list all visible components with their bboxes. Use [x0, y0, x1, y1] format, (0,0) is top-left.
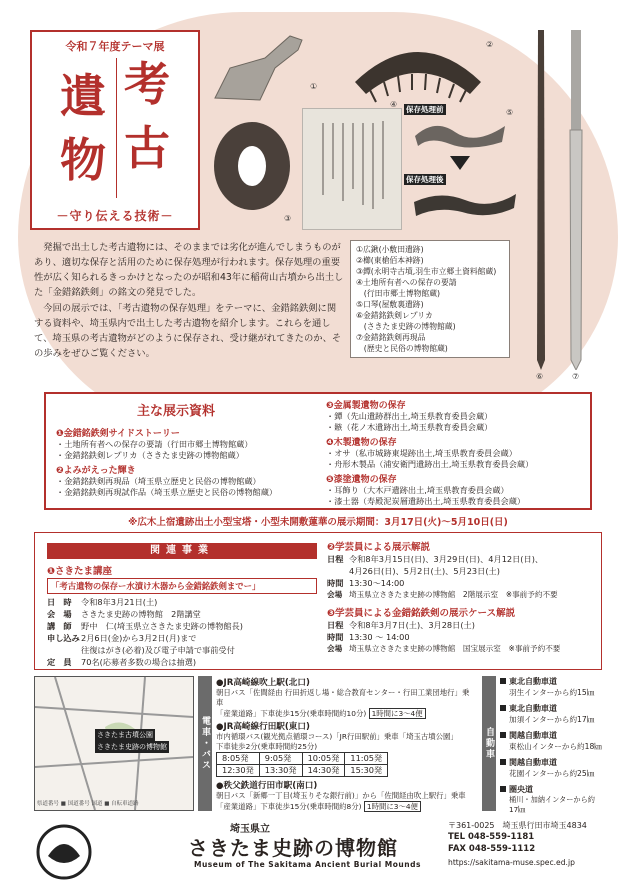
exhibit-group-heading: ❷よみがえった輝き: [56, 466, 136, 476]
photo-number-7: ⑦: [572, 372, 580, 381]
lecture-section: [47, 563, 317, 668]
prefecture-label: 埼玉県立: [230, 824, 270, 835]
row-value: 往復はがき(必着)及び電子申請で事前受付: [81, 645, 235, 655]
access-map: [34, 676, 194, 811]
gallery-talk-heading: ❷学芸員による展示解説: [327, 542, 431, 553]
row-value: 令和8年3月7日(土)、3月28日(土): [349, 620, 475, 630]
photo-number-3: ③: [284, 214, 292, 223]
lecture-row: [47, 620, 317, 632]
exhibit-item: ・金錯銘鉄剣レプリカ（さきたま史跡の博物館蔵）: [56, 450, 244, 460]
timetable-cell: 8:05発: [217, 753, 260, 765]
timetable-cell: 10:05発: [302, 753, 345, 765]
talk-row: [327, 565, 599, 577]
car-heading: 関越自動車道: [500, 757, 602, 768]
exhibit-item: ・土地所有者への保存の要請（行田市郷土博物館蔵）: [56, 439, 253, 449]
events-band: 関連事業: [47, 543, 317, 559]
row-value: 令和8年3月21日(土): [81, 597, 158, 607]
before-label: 保存処理前: [406, 105, 444, 114]
square-icon: [500, 759, 506, 765]
car-line: 加須インターから約17㎞: [509, 715, 595, 724]
legend-item: ④土地所有者への保存の要請: [356, 278, 457, 287]
title-kanji-4: 物: [60, 133, 106, 187]
row-label: 会場: [327, 590, 343, 599]
museum-url-link[interactable]: https://sakitama-muse.spec.ed.jp: [448, 858, 575, 867]
photo-spade: [210, 28, 306, 108]
legend-item: ①広鍬(小敷田遺跡): [356, 245, 424, 254]
row-label: 日程: [327, 554, 344, 564]
timetable-cell: 11:05発: [345, 753, 388, 765]
lecture-row: [47, 656, 317, 668]
legend-item: (さきたま史跡の博物館蔵): [356, 322, 456, 331]
photo-number-5: ⑤: [506, 108, 514, 117]
photo-number-2: ②: [486, 40, 494, 49]
museum-address: 〒361-0025 埼玉県行田市埼玉4834: [448, 821, 587, 830]
row-value: 70名(応募者多数の場合は抽選): [81, 657, 197, 667]
square-icon: [500, 786, 506, 792]
legend-item: ⑥金錯銘鉄剣レプリカ: [356, 311, 433, 320]
title-kanji-1: 考: [124, 57, 170, 111]
museum-name: さきたま史跡の博物館: [188, 836, 398, 860]
lecture-row: [47, 596, 317, 608]
row-label: 時間: [327, 578, 344, 588]
legend-item: ②櫛(東槍佰本神跡): [356, 256, 424, 265]
route-line: 「産業道路」下車徒歩15分(乗車時間約8分) 1時間に3～4便: [216, 801, 476, 812]
row-label: 時間: [327, 632, 344, 642]
lecture-row: [47, 644, 317, 656]
exhibit-item: ・舟形木製品（浦安衛門遺跡出土,埼玉県教育委員会蔵）: [326, 459, 534, 469]
access-section: [34, 676, 602, 814]
route-line: 「産業道路」下車徒歩15分(乗車時間約10分) 1時間に3～4便: [216, 708, 476, 719]
exhibits-box: [44, 392, 592, 510]
title-kanji-2: 古: [124, 121, 170, 175]
timetable-cell: 15:30発: [345, 765, 388, 777]
route-line: 朝日バス「佐間経由 行田折返し場・総合教育センター・行田工業団地行」乗車: [216, 688, 470, 707]
intro-text: [34, 240, 344, 362]
car-line: 花園インターから約25㎞: [509, 769, 595, 778]
timetable-cell: 14:30発: [302, 765, 345, 777]
photo-number-1: ①: [310, 82, 318, 91]
timetable-cell: 13:30発: [259, 765, 302, 777]
route-heading: ●JR高崎線吹上駅(北口): [216, 678, 310, 688]
row-value: 野中 仁(埼玉県立さきたま史跡の博物館長): [81, 621, 243, 631]
photo-document: [302, 108, 402, 230]
row-label: 定 員: [47, 657, 72, 667]
car-line: 東松山インターから約18㎞: [509, 742, 602, 751]
car-band: 自動車: [482, 676, 496, 811]
row-label: 申し込み: [47, 633, 80, 643]
talk-row: [327, 577, 599, 589]
row-label: 会 場: [47, 609, 72, 619]
talk-row: [327, 589, 599, 601]
legend-item: (歴史と民俗の博物館蔵): [356, 344, 448, 353]
related-events-box: [34, 532, 602, 670]
footer: [34, 818, 602, 888]
talk-row: [327, 553, 599, 565]
row-label: 会場: [327, 644, 343, 653]
museum-english-name: Museum of The Sakitama Ancient Burial Mounds: [194, 860, 421, 869]
intro-paragraph-1: 発掘で出土した考古遺物には、そのままでは劣化が進んでしまうものがあり、適切な保存と活用のために保存処理が行われます。保存処理の重要性が広く知られるきっかけとなったのが昭和43年に稲荷山古墳から出土した「金錯銘鉄剣」の銘文の発見でした。: [34, 242, 344, 298]
row-value: 2月6日(金)から3月2日(月)まで: [81, 633, 197, 643]
museum-tel: TEL 048-559-1181: [448, 832, 535, 842]
title-kanji-3: 遺: [60, 69, 106, 123]
gallery-talk-section: [327, 539, 599, 655]
row-value: 13:30 ～ 14:00: [349, 632, 410, 642]
car-route-list: [500, 676, 602, 815]
talk-row: [327, 643, 599, 655]
car-heading: 関越自動車道: [500, 730, 602, 741]
photo-number-6: ⑥: [536, 372, 544, 381]
route-line: 市内循環バス(観光拠点循環コース)「JR行田駅前」乗車「埼玉古墳公園」: [216, 732, 458, 741]
talk-row: [327, 619, 599, 631]
museum-logo-icon: [34, 824, 94, 880]
exhibit-group-heading: ❶金錯銘鉄剣サイドストーリー: [56, 429, 180, 439]
photo-comb: [350, 32, 486, 104]
museum-fax: FAX 048-559-1112: [448, 844, 536, 854]
car-heading: 圏央道: [500, 784, 602, 795]
photo-tsuba: [210, 118, 294, 214]
exhibition-year: 令和７年度テーマ展: [65, 40, 165, 53]
frequency-badge: 1時間に3～4便: [369, 708, 426, 719]
photo-sword-replica: [530, 30, 552, 370]
exhibits-title: 主な展示資料: [136, 404, 215, 419]
after-label: 保存処理後: [406, 175, 444, 184]
row-value: 埼玉県立さきたま史跡の博物館 国宝展示室 ※事前予約不要: [349, 644, 561, 653]
legend-item: ⑤口琴(屋敷裏遺跡): [356, 300, 424, 309]
row-value: 埼玉県立さきたま史跡の博物館 2階展示室 ※事前予約不要: [349, 590, 558, 599]
exhibit-period-note: ※広木上宿遺跡出土小型宝塔・小型未開敷蓮華の展示期間：3月17日(火)～5月10日(日): [128, 517, 508, 528]
exhibits-left-column: [56, 424, 306, 498]
exhibit-item: ・オサ（私市城跡東堤跡出土,埼玉県教育委員会蔵）: [326, 448, 517, 458]
row-value: 4月26日(日)、5月2日(土)、5月23日(土): [349, 566, 500, 576]
route-line: 朝日バス「新郷一丁目(埼玉りそな銀行前)」から「佐間経由吹上駅行」乗車: [216, 791, 466, 800]
talk-row: [327, 631, 599, 643]
case-talk-heading: ❸学芸員による金錯銘鉄剣の展示ケース解説: [327, 608, 516, 619]
car-line: 羽生インターから約15㎞: [509, 688, 595, 697]
exhibition-subtitle: －守り伝える技術－: [56, 209, 174, 223]
frequency-badge: 1時間に3～4便: [364, 801, 421, 812]
intro-paragraph-2: 今回の展示では、「考古遺物の保存処理」をテーマに、金錯銘鉄剣に関する資料や、埼玉県内で出土した考古遺物を紹介します。これらを通して、埼玉県の考古遺物がどのように保存され、受け継がれてきたのか、その歩みをぜひご覧ください。: [34, 303, 342, 359]
exhibits-right-column: [326, 396, 588, 507]
exhibit-item: ・鏃（花ノ木遺跡出土,埼玉県教育委員会蔵）: [326, 422, 493, 432]
exhibit-group-heading: ❸金属製遺物の保存: [326, 401, 406, 411]
artifact-legend: [350, 240, 510, 358]
map-legend: 県道番号 ■ 国道番号 国道 ■ 自転車道路: [37, 801, 139, 807]
timetable-cell: 12:30発: [217, 765, 260, 777]
exhibit-item: ・金錯銘鉄剣再現品（埼玉県立歴史と民俗の博物館蔵）: [56, 476, 261, 486]
exhibit-group-heading: ❺漆塗遺物の保存: [326, 475, 397, 485]
car-heading: 東北自動車道: [500, 703, 602, 714]
map-museum-label: さきたま史跡の博物館: [97, 743, 167, 751]
route-heading: ●JR高崎線行田駅(東口): [216, 722, 310, 732]
bus-timetable: [216, 752, 388, 777]
legend-item: (行田市郷土博物館蔵): [356, 289, 441, 298]
lecture-heading: ❶さきたま講座: [47, 566, 113, 577]
map-park-label: さきたま古墳公園: [97, 731, 153, 739]
square-icon: [500, 705, 506, 711]
square-icon: [500, 678, 506, 684]
exhibit-item: ・金錯銘鉄剣再現試作品（埼玉県立歴史と民俗の博物館蔵）: [56, 487, 278, 497]
photo-number-4: ④: [390, 100, 398, 109]
exhibit-group-heading: ❹木製遺物の保存: [326, 438, 397, 448]
train-bus-band: 電車・バス: [198, 676, 212, 811]
arrow-down-icon: [450, 156, 470, 170]
square-icon: [500, 732, 506, 738]
row-value: 令和8年3月15日(日)、3月29日(日)、4月12日(日)、: [349, 554, 544, 564]
title-divider: [116, 58, 117, 198]
row-label: 講 師: [47, 621, 72, 631]
photo-harp-after: [410, 186, 520, 222]
title-box: [30, 30, 200, 230]
lecture-title: 「考古遺物の保存ー水漬け木器から金錯銘鉄剣までー」: [47, 578, 317, 594]
row-value: さきたま史跡の博物館 2階講堂: [81, 609, 201, 619]
row-label: 日 時: [47, 597, 72, 607]
lecture-row: [47, 632, 317, 644]
lecture-row: [47, 608, 317, 620]
legend-item: ③鐔(永明寺古墳,羽生市立郷土資料館蔵): [356, 267, 497, 276]
car-line: 桶川・加納インターから約17㎞: [509, 795, 595, 814]
route-list: [216, 676, 476, 812]
legend-item: ⑦金錯銘鉄剣再現品: [356, 333, 426, 342]
route-heading: ●秩父鉄道行田市駅(南口): [216, 781, 318, 791]
exhibit-item: ・鐔（先山遺跡群出土,埼玉県教育委員会蔵）: [326, 411, 493, 421]
car-heading: 東北自動車道: [500, 676, 602, 687]
row-value: 13:30～14:00: [349, 578, 405, 588]
exhibit-item: ・漆土器（寿殿泥炭層遺跡出土,埼玉県教育委員会蔵）: [326, 496, 526, 506]
route-line: 下車徒歩2分(乗車時間約25分): [216, 742, 318, 751]
photo-sword-reproduction: [564, 30, 588, 370]
photo-harp-before: [410, 116, 510, 152]
exhibit-item: ・耳飾り（大木戸遺跡出土,埼玉県教育委員会蔵）: [326, 485, 509, 495]
timetable-cell: 9:05発: [259, 753, 302, 765]
row-label: 日程: [327, 620, 344, 630]
